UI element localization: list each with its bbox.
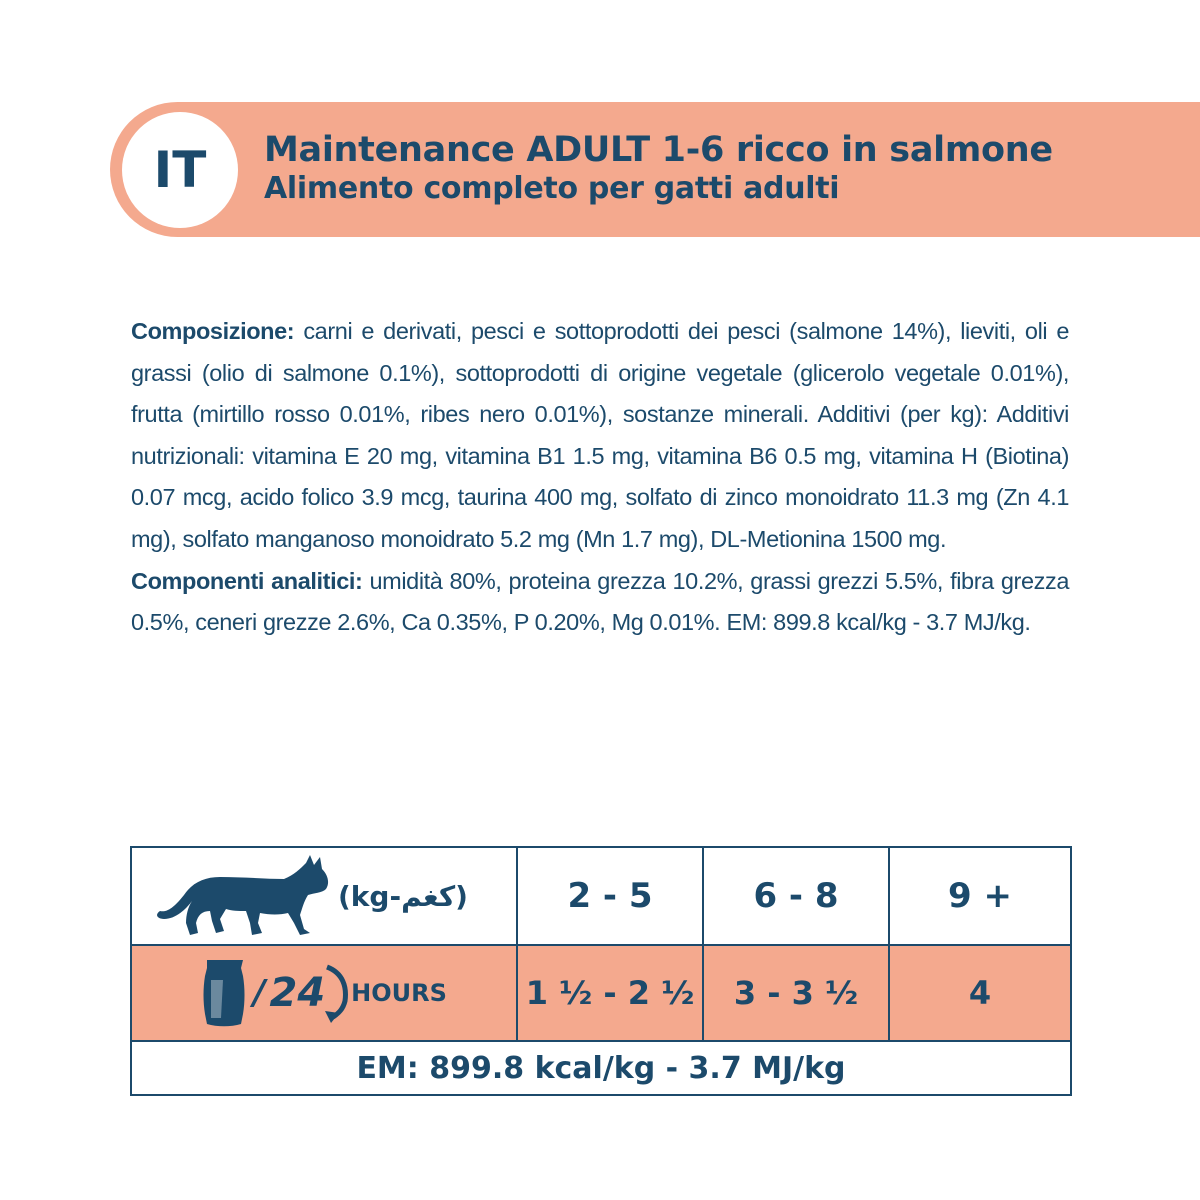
hours-number: 24	[269, 970, 326, 1016]
cat-icon	[154, 853, 332, 939]
portion-2: 3 - 3 ½	[703, 945, 889, 1041]
composition-paragraph	[131, 311, 1069, 561]
per-slash: /	[253, 973, 266, 1013]
weight-unit-label: (kg-كغم)	[338, 879, 468, 913]
hours-word: HOURS	[351, 979, 447, 1007]
pouch-icon	[201, 958, 249, 1028]
weight-range-3: 9 +	[889, 847, 1071, 945]
composition-label: Composizione:	[131, 318, 295, 344]
language-badge: IT	[122, 112, 238, 228]
feeding-table	[130, 846, 1072, 1096]
portion-3: 4	[889, 945, 1071, 1041]
cat-weight-header	[131, 847, 517, 945]
pouch-per-day-header	[131, 945, 517, 1041]
energy-row	[131, 1041, 1071, 1095]
weight-range-2: 6 - 8	[703, 847, 889, 945]
weight-row	[131, 847, 1071, 945]
energy-value: EM: 899.8 kcal/kg - 3.7 MJ/kg	[131, 1041, 1071, 1095]
product-title: Maintenance ADULT 1-6 ricco in salmone	[264, 130, 1053, 170]
portion-1: 1 ½ - 2 ½	[517, 945, 703, 1041]
analytical-text: umidità 80%, proteina grezza 10.2%, grassi grezzi 5.5%, fibra grezza 0.5%, ceneri grezze 2.6%, Ca 0.35%, P 0.20%, Mg 0.01%. EM: 899.8 kcal/kg - 3.7 MJ/kg.	[131, 567, 1070, 636]
composition-text: carni e derivati, pesci e sottoprodotti dei pesci (salmone 14%), lieviti, oli e grassi (olio di salmone 0.1%), sottoprodotti di origine vegetale (glicerolo vegetale 0.01%), frutta (mirtillo rosso 0.01%, ribes nero 0.01%), sostanze minerali. Additivi (per kg): Additivi nutrizionali: vitamina E 20 mg, vitamina B1 1.5 mg, vitamina B6 0.5 mg, vitamina H (Biotina) 0.07 mcg, acido folico 3.9 mcg, taurina 400 mg, solfato di zinco monoidrato 11.3 mg (Zn 4.1 mg), solfato manganoso monoidrato 5.2 mg (Mn 1.7 mg), DL-Metionina 1500 mg.	[131, 318, 1069, 552]
weight-range-1: 2 - 5	[517, 847, 703, 945]
ingredients-block	[131, 311, 1069, 644]
analytical-paragraph	[131, 561, 1069, 644]
portion-row	[131, 945, 1071, 1041]
product-subtitle: Alimento completo per gatti adulti	[264, 171, 840, 206]
analytical-label: Componenti analitici:	[131, 567, 363, 594]
clock-arrow-icon	[325, 963, 349, 1023]
